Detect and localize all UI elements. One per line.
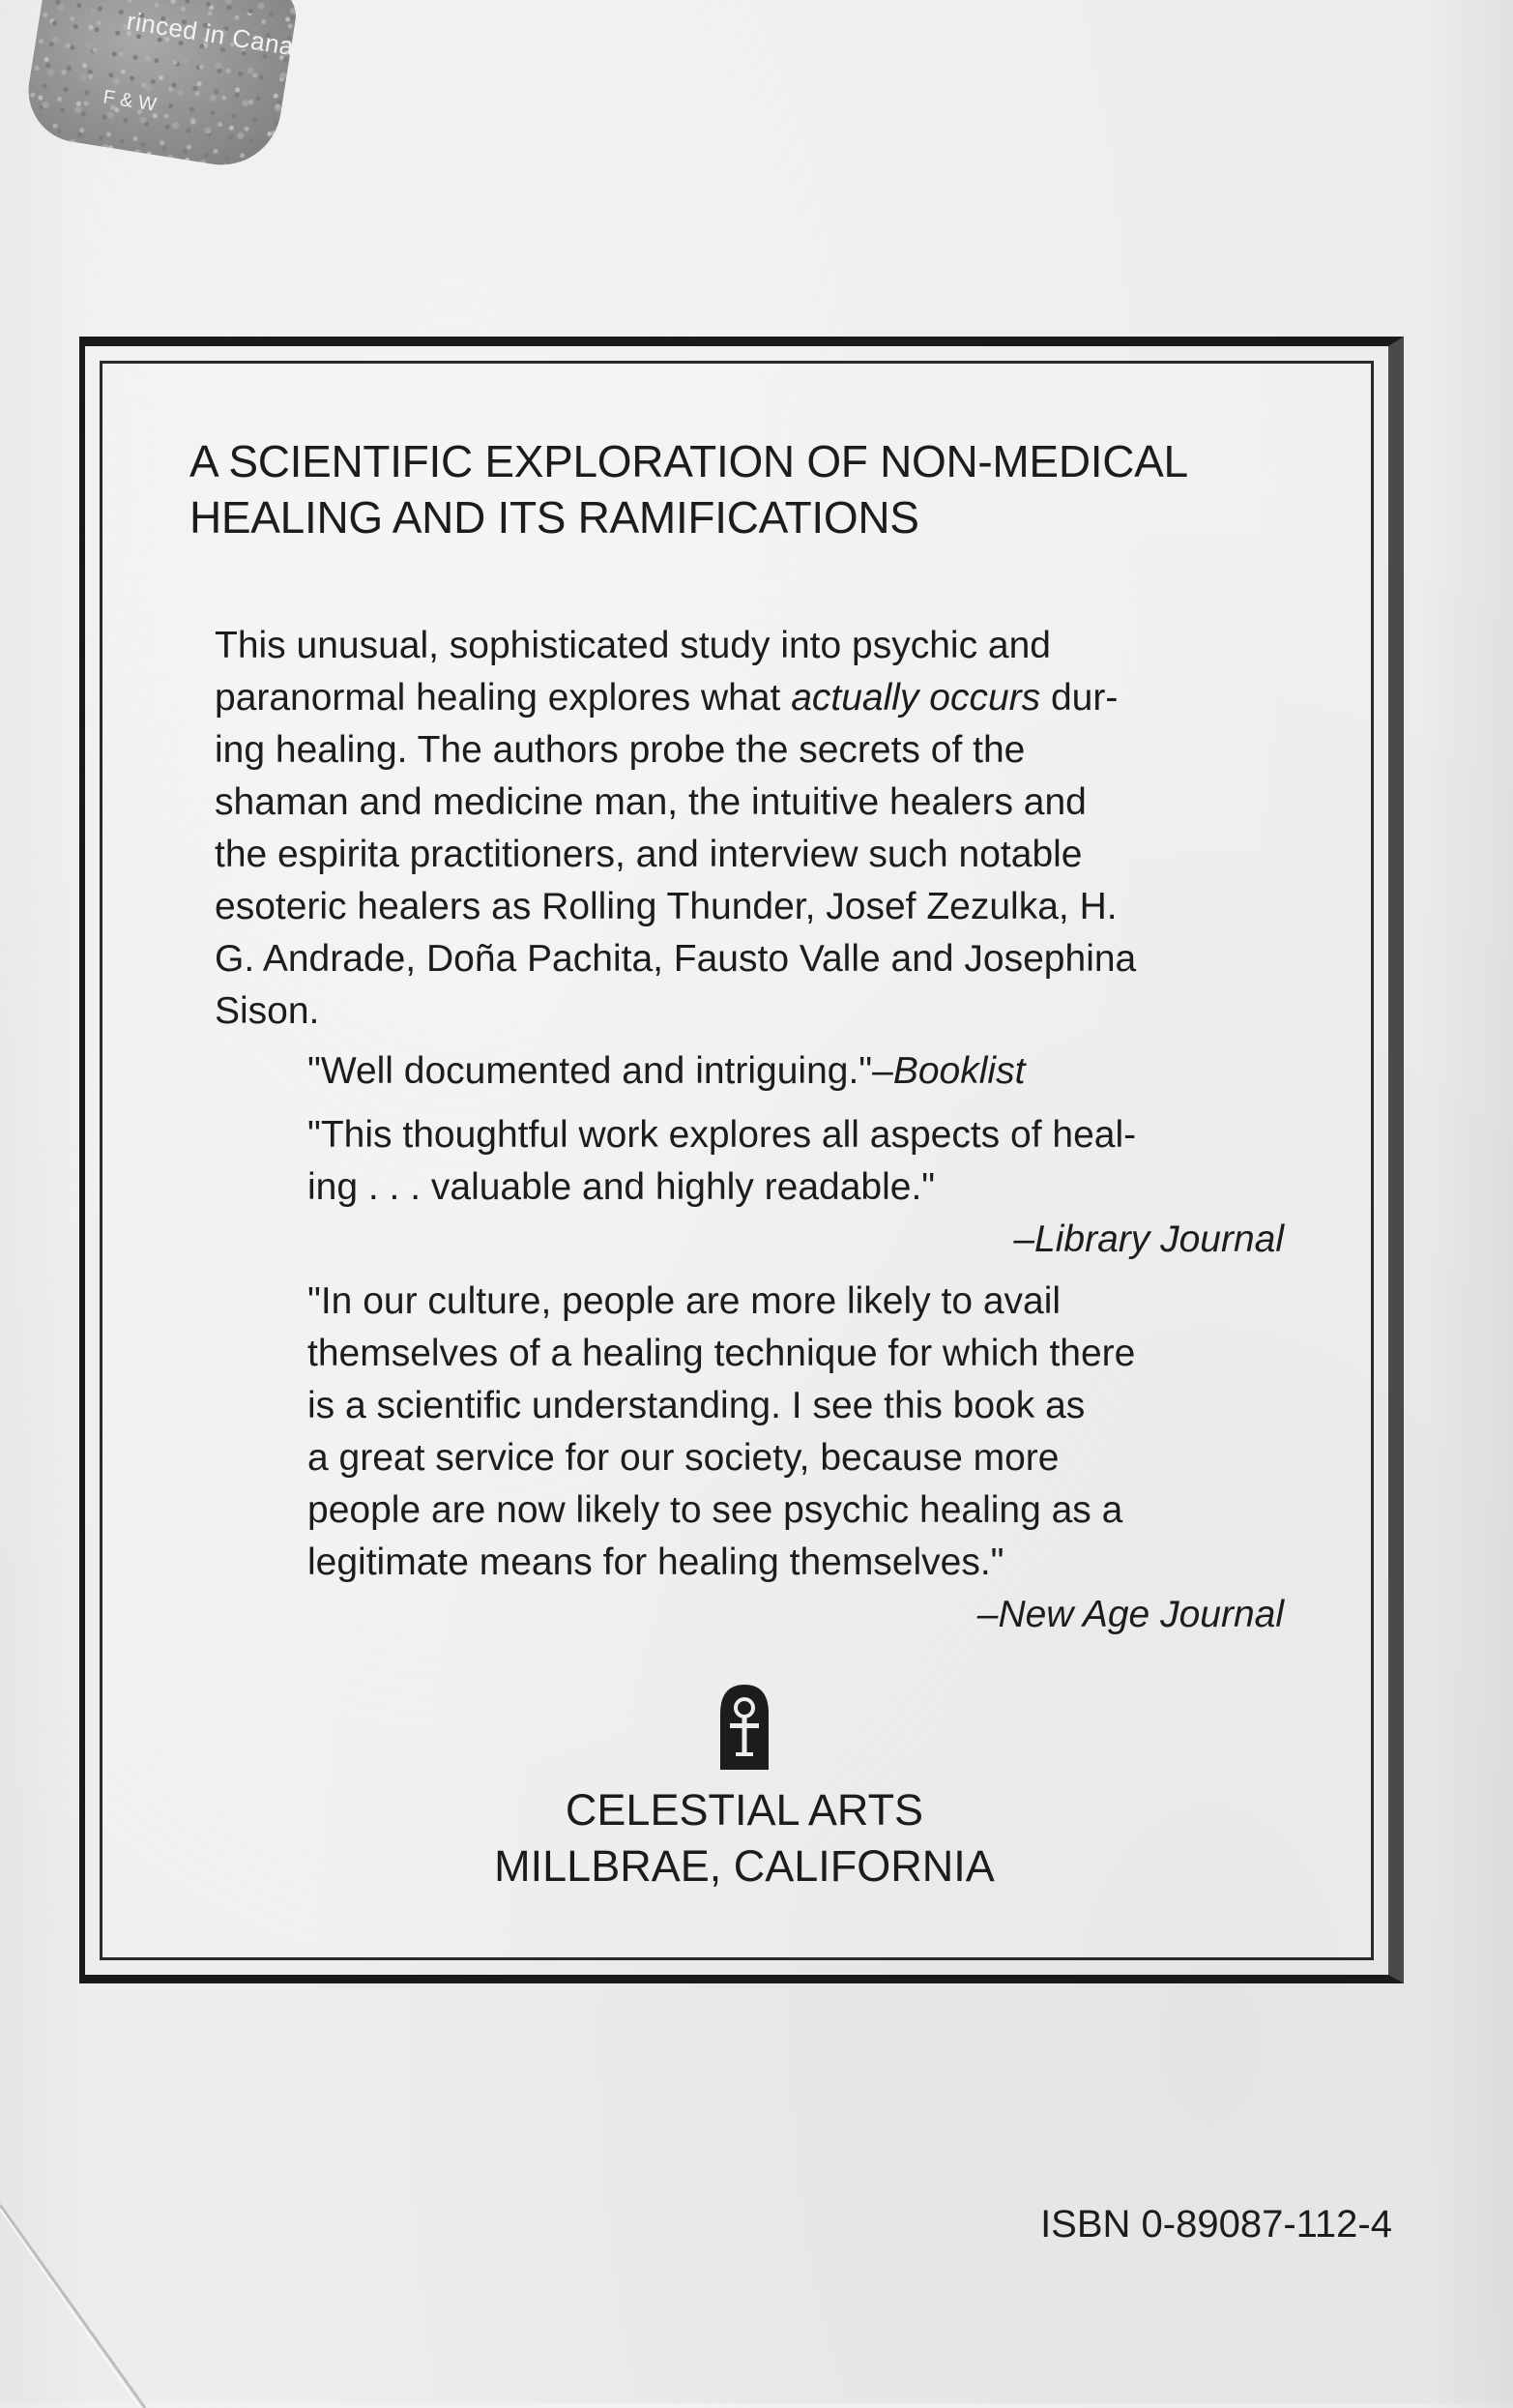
- headline: [189, 433, 1350, 545]
- review-new-age-line-1: "In our culture, people are more likely to avail: [307, 1280, 1062, 1322]
- description-emphasis: actually occurs: [791, 677, 1041, 719]
- review-new-age-line-5: people are now likely to see psychic healing as a: [307, 1489, 1123, 1531]
- sticker-bottom-text: F & W: [102, 86, 159, 116]
- isbn: ISBN 0-89087-112-4: [1040, 2203, 1392, 2246]
- review-booklist: "Well documented and intriguing."–Booklist: [307, 1050, 1026, 1092]
- ankh-doorway-logo-icon: [716, 1681, 772, 1770]
- review-library-journal-line-2: ing . . . valuable and highly readable.": [307, 1166, 936, 1208]
- sticker-top-text: rinced in Canada: [125, 6, 325, 66]
- description-line-3: ing healing. The authors probe the secrets of the: [215, 729, 1026, 771]
- review-new-age-line-3: is a scientific understanding. I see this book as: [307, 1385, 1086, 1426]
- review-source: Booklist: [892, 1050, 1026, 1092]
- review-library-journal-line-1: "This thoughtful work explores all aspects of heal-: [307, 1114, 1137, 1156]
- headline-line-1: A SCIENTIFIC EXPLORATION OF NON-MEDICAL: [189, 436, 1188, 486]
- review-source: –New Age Journal: [976, 1594, 1284, 1635]
- description-line-8: Sison.: [215, 990, 320, 1032]
- review-new-age-line-4: a great service for our society, because more: [307, 1437, 1060, 1479]
- description-line-1: This unusual, sophisticated study into psychic and: [215, 625, 1051, 666]
- review-new-age-line-2: themselves of a healing technique for which there: [307, 1333, 1136, 1374]
- review-new-age-line-6: legitimate means for healing themselves.": [307, 1542, 1004, 1583]
- headline-line-2: HEALING AND ITS RAMIFICATIONS: [189, 492, 919, 543]
- description-line-6: esoteric healers as Rolling Thunder, Josef Zezulka, H.: [215, 886, 1118, 927]
- publisher-location: MILLBRAE, CALIFORNIA: [494, 1841, 995, 1891]
- description-line-4: shaman and medicine man, the intuitive healers and: [215, 781, 1087, 823]
- description-line-5: the espirita practitioners, and interview such notable: [215, 834, 1083, 875]
- publisher-name: CELESTIAL ARTS: [565, 1785, 924, 1835]
- reviews-section: [307, 1045, 1284, 1641]
- corner-crease: [0, 2176, 232, 2408]
- publisher-block: [406, 1782, 1083, 1894]
- description-paragraph: [215, 620, 1307, 1038]
- description-line-7: G. Andrade, Doña Pachita, Fausto Valle and Josephina: [215, 938, 1137, 980]
- review-source: –Library Journal: [1013, 1219, 1284, 1260]
- price-sticker: [21, 0, 325, 173]
- description-line-2: paranormal healing explores what actually occurs dur-: [215, 677, 1119, 719]
